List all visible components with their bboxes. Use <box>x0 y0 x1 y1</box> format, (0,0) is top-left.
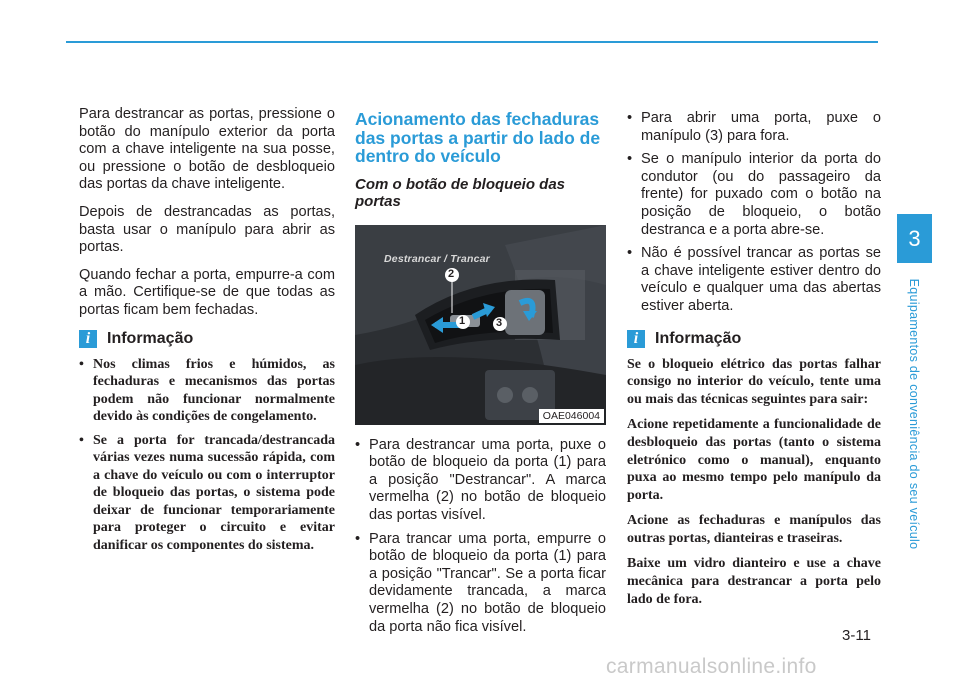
callout-label: 2 <box>448 267 455 280</box>
image-code: OAE046004 <box>539 409 604 423</box>
info-title: Informação <box>107 329 194 347</box>
bullet-list <box>627 110 881 316</box>
list-item: • Não é possível trancar as portas se a chave inteligente estiver dentro do veículo e qualquer uma das abertas estiver aberta. <box>627 245 881 315</box>
info-title: Informação <box>655 329 742 347</box>
header-rule <box>66 41 878 43</box>
info-icon: i <box>79 330 97 348</box>
info-header <box>79 330 335 348</box>
column-right <box>627 110 881 616</box>
list-item: • Para trancar uma porta, empurre o botão de bloqueio da porta (1) para a posição "Trancar". Se a porta ficar devidamente trancada, a marca vermelha (2) no botão de bloqueio da porta não fica visível. <box>355 531 606 637</box>
section-title: Acionamento das fechaduras das portas a partir do lado de dentro do veículo <box>355 109 601 166</box>
info-list <box>79 356 335 555</box>
callout-label: 3 <box>496 316 503 329</box>
column-middle <box>355 110 606 642</box>
paragraph: Para destrancar as portas, pressione o botão do manípulo exterior da porta com a chave inteligente na sua posse, ou pressione o botão de desbloqueio das portas da chave inteligente. <box>79 106 335 193</box>
page-number: 3-11 <box>842 627 871 644</box>
info-header <box>627 330 881 348</box>
watermark: carmanualsonline.info <box>606 655 817 678</box>
sub-title: Com o botão de bloqueio das portas <box>355 175 565 211</box>
paragraph: Acione repetidamente a funcionalidade de desbloqueio das portas (tanto o sistema eletrónico como o manual), enquanto puxa ao mesmo tempo pelo manípulo da porta. <box>627 417 881 503</box>
paragraph: Depois de destrancadas as portas, basta usar o manípulo para abrir as portas. <box>79 203 335 256</box>
list-item: • Para destrancar uma porta, puxe o botão de bloqueio da porta (1) para a posição "Destrancar". A marca vermelha (2) no botão de bloqueio das portas visível. <box>355 437 606 525</box>
column-left <box>79 106 335 560</box>
image-label: Destrancar / Trancar <box>384 252 490 265</box>
paragraph: Se o bloqueio elétrico das portas falhar consigo no interior do veículo, tente uma ou mais das técnicas seguintes para sair: <box>627 356 881 407</box>
paragraph: Baixe um vidro dianteiro e use a chave mecânica para destrancar a porta pelo lado de fora. <box>627 556 881 607</box>
chapter-title: Equipamentos de conveniência do seu veículo <box>907 278 921 550</box>
list-item: • Nos climas frios e húmidos, as fechaduras e mecanismos das portas podem não funcionar normalmente devido às condições de congelamento. <box>79 356 335 426</box>
door-handle-photo <box>355 225 606 425</box>
chapter-tab: 3 <box>897 214 932 263</box>
list-item: • Se a porta for trancada/destrancada várias vezes numa sucessão rápida, com a chave do veículo ou com o interruptor de bloqueio das portas, o sistema pode deixar de funcionar temporariamente para proteger o circuito e evitar danificar os componentes do sistema. <box>79 432 335 555</box>
paragraph: Acione as fechaduras e manípulos das outras portas, dianteiras e traseiras. <box>627 513 881 546</box>
paragraph: Quando fechar a porta, empurre-a com a mão. Certifique-se de que todas as portas ficam bem fechadas. <box>79 266 335 318</box>
list-item: • Se o manípulo interior da porta do condutor (ou do passageiro da frente) for puxado com o botão na posição de bloqueio, o botão destranca e a porta abre-se. <box>627 151 881 239</box>
list-item: • Para abrir uma porta, puxe o manípulo (3) para fora. <box>627 110 881 145</box>
info-icon: i <box>627 330 645 348</box>
callout-label: 1 <box>459 314 466 327</box>
bullet-list <box>355 437 606 637</box>
